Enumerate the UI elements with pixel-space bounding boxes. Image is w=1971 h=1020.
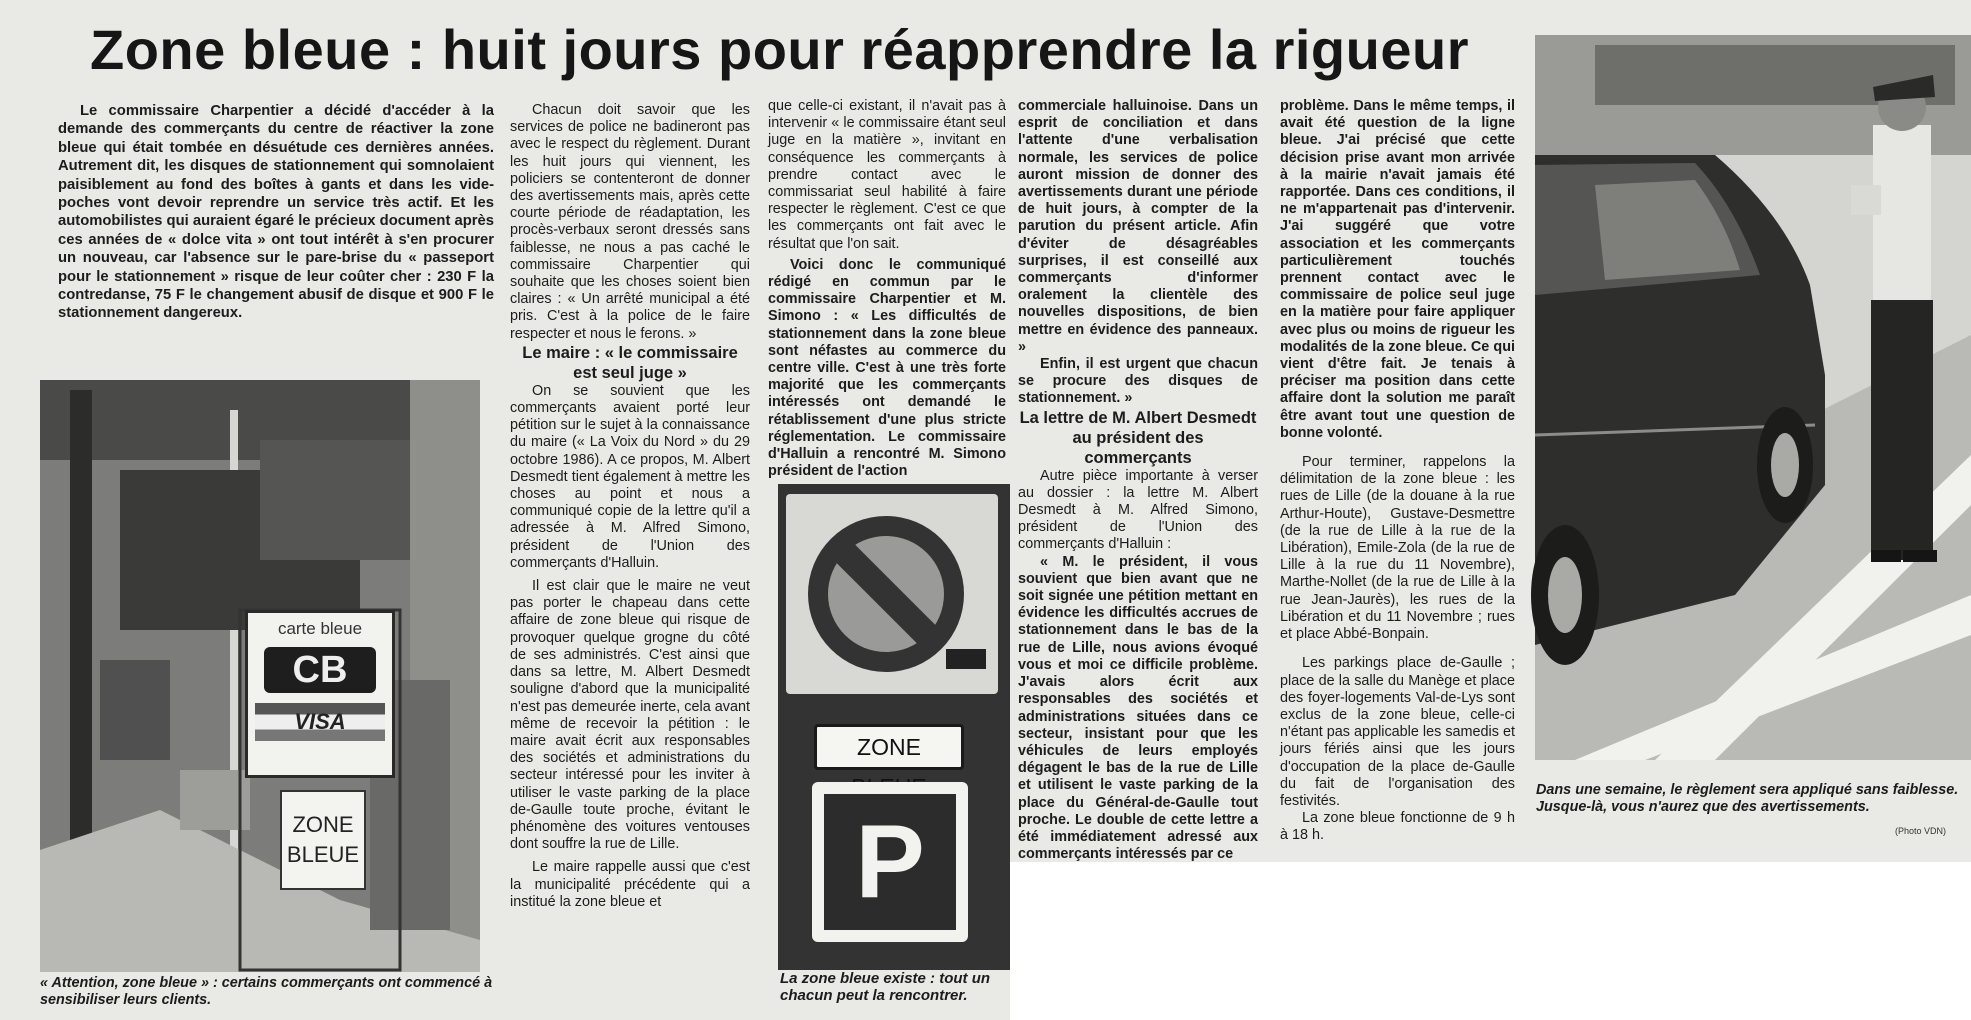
column-4	[1018, 98, 1258, 862]
parking-letter: P	[824, 794, 956, 930]
col2-paragraph-2: On se souvient que les commerçants avaient porté leur pétition sur le sujet à la connaissance du maire (« La Voix du Nord » du 29 octobre 1986). A ce propos, M. Albert Desmedt tient également à mettre les choses au point et nous a communiqué copie de la lettre qu'il a adressée à M. Alfred Simono, président de l'Union des commerçants d'Halluin.	[510, 382, 750, 571]
column-3	[768, 98, 1006, 480]
col4-paragraph-1: commerciale halluinoise. Dans un esprit de conciliation et dans l'attente d'une verbalisation normale, les services de police auront mission de donner des avertissements durant une période de huit jours, à compter de la parution du présent article. Afin d'éviter de désagréables surprises, il est conseillé aux commerçants d'informer oralement la clientèle des nouvelles dispositions, de bien mettre en évidence des panneaux. »	[1018, 98, 1258, 355]
col4-paragraph-2: Enfin, il est urgent que chacun se procure des disques de stationnement. »	[1018, 356, 1258, 407]
photo-credit: (Photo VDN)	[1895, 826, 1947, 836]
no-parking-icon	[786, 494, 998, 694]
zone-bleue-plate: ZONE	[814, 724, 964, 770]
col5-paragraph-2: Pour terminer, rappelons la délimitation de la zone bleue : les rues de Lille (de la douane à la rue Arthur-Houte), Gustave-Desmettre (de la rue de Lille à la rue de la Libération), Emile-Zola (de la rue de Lille à la rue du 11 Novembre), Marthe-Nollet (de la rue de Lille à la rue Jean-Jaurès), les rues de la Libération et du 11 Novembre ; rues et place Abbé-Bonpain.	[1280, 454, 1515, 643]
article-lead	[58, 102, 494, 352]
col4-paragraph-3: Autre pièce importante à verser au dossier : la lettre M. Albert Desmedt à M. Alfred Simono, président de l'Union des commerçants d'Halluin :	[1018, 467, 1258, 553]
col5-paragraph-1: problème. Dans le même temps, il avait été question de la ligne bleue. J'ai précisé que cette décision prise avant mon arrivée à la mairie n'avait jamais été rapportée. Dans ces conditions, il ne m'appartenait pas d'intervenir. J'ai suggéré que votre association et les commerçants particulièrement touchés prennent contact avec le commissaire de police seul juge en la matière pour faire appliquer avec plus ou moins de rigueur les modalités de la zone bleue. Ce qui vient d'être fait. Je tenais à préciser ma position dans cette affaire dont la solution me paraît être avant tout une question de bonne volonté.	[1280, 98, 1515, 441]
col2-paragraph-3: Il est clair que le maire ne veut pas porter le chapeau dans cette affaire de zone bleue qui risque de provoquer quelque grogne du côté de ses administrés. C'est ainsi que dans sa lettre, M. Albert Desmedt souligne d'abord que la municipalité n'est pas demeurée inerte, cela avant même de recevoir la pétition : le maire avait écrit aux responsables des sociétés et administrations du secteur intéressé pour les inviter à utiliser le vaste parking de la place de-Gaulle toute proche, évitant le phénomène des voitures ventouses dont souffre la rue de Lille.	[510, 578, 750, 853]
lead-paragraph: Le commissaire Charpentier a décidé d'accéder à la demande des commerçants du centre de réactiver la zone bleue qui était tombée en désuétude ces dernières années. Autrement dit, les disques de stationnement qui somnolaient paisiblement au fond des boîtes à gants et dans les vide-poches vont devoir reprendre un service très actif. Et les automobilistes qui auraient égaré le précieux document après ces années de « dolce vita » ont tout intérêt à s'en procurer un nouveau, car l'absence sur le pare-brise du « passeport pour le stationnement » risque de leur coûter cher : 230 F la contredanse, 75 F le changement abusif de disque et 900 F le stationnement dangereux.	[58, 103, 494, 322]
col5-paragraph-3: Les parkings place de-Gaulle ; place de la salle du Manège et place des foyer-logements Val-de-Lys sont exclus de la zone bleue, celle-ci n'étant pas applicable les samedis et jours fériés ainsi que les jours d'occupation de la place de-Gaulle du fait de l'organisation des festivités.	[1280, 655, 1515, 809]
no-parking-panel	[786, 494, 998, 694]
parking-panel	[812, 782, 968, 942]
col3-paragraph-2: Voici donc le communiqué rédigé en commun par le commissaire Charpentier et M. Simono : « Les difficultés de stationnement dans la zone bleue sont néfastes au commerce du centre ville. C'est à une très forte majorité que les commerçants intéressés ont demandé le rétablissement d'une plus stricte réglementation. Le commissaire d'Halluin a rencontré M. Simono président de l'action	[768, 256, 1006, 480]
zone-bleue-shop-sign: ZONE BLEUE	[280, 790, 366, 890]
police-car-photo	[1535, 35, 1971, 760]
col2-subhead: Le maire : « le commissaire est seul juge »	[522, 343, 738, 382]
shop-photo-caption: « Attention, zone bleue » : certains commerçants ont commencé à sensibiliser leurs clients.	[40, 975, 493, 1008]
sign-photo-caption: La zone bleue existe : tout un chacun peut la rencontrer.	[780, 970, 991, 1004]
sign-top-text: carte bleue	[277, 619, 363, 638]
column-2	[510, 102, 750, 1020]
col3-paragraph-1: que celle-ci existant, il n'avait pas à intervenir « le commissaire étant seul juge en la matière », invitant en conséquence les commerçants à prendre contact avec le commissariat seul habilité à faire respecter le règlement. C'est ce que les commerçants ont fait avec le résultat que l'on sait.	[768, 98, 1006, 252]
police-photo-image	[1535, 35, 1971, 760]
col2-paragraph-1: Chacun doit savoir que les services de police ne badineront pas avec le respect du règlement. Durant les huit jours qui viennent, les policiers se contenteront de donner des avertissements mais, après cette courte période de réadaptation, les procès-verbaux seront dressés sans faiblesse, ne nous a pas caché le commissaire Charpentier qui souhaite que les choses soient bien claires : « Un arrêté municipal a été pris. C'est à la police de le faire respecter et nous le ferons. »	[510, 102, 750, 342]
visa-logo: VISA	[255, 703, 385, 741]
column-5	[1280, 98, 1515, 862]
zone-bleue-sign-photo	[778, 484, 1010, 970]
col5-paragraph-4: La zone bleue fonctionne de 9 h à 18 h.	[1280, 810, 1515, 844]
headline: Zone bleue : huit jours pour réapprendre la rigueur	[90, 18, 1469, 81]
col4-subhead: La lettre de M. Albert Desmedt au président des commerçants	[1019, 408, 1257, 467]
col4-paragraph-4: « M. le président, il vous souvient que bien avant que ne soit signée une pétition mettant en évidence les difficultés accrues de stationnement dans le bas de la rue de Lille, nous avions évoqué vous et moi ce difficile problème. J'avais alors écrit aux responsables des sociétés et administrations situées dans ce secteur, insistant pour que les véhicules de leurs employés dégagent le bas de la rue de Lille et utilisent le vaste parking de la place du Général-de-Gaulle tout proche. Le double de cette lettre a été immédiatement adressé aux commerçants intéressés par ce	[1018, 553, 1258, 863]
police-photo-caption: Dans une semaine, le règlement sera appliqué sans faiblesse. Jusque-là, vous n'aurez que des avertissements.	[1536, 782, 1959, 815]
carte-bleue-sign	[245, 610, 395, 778]
col2-paragraph-4: Le maire rappelle aussi que c'est la municipalité précédente qui a institué la zone bleue et	[510, 859, 750, 910]
shop-photo	[40, 380, 480, 972]
cb-logo: CB	[264, 647, 376, 693]
